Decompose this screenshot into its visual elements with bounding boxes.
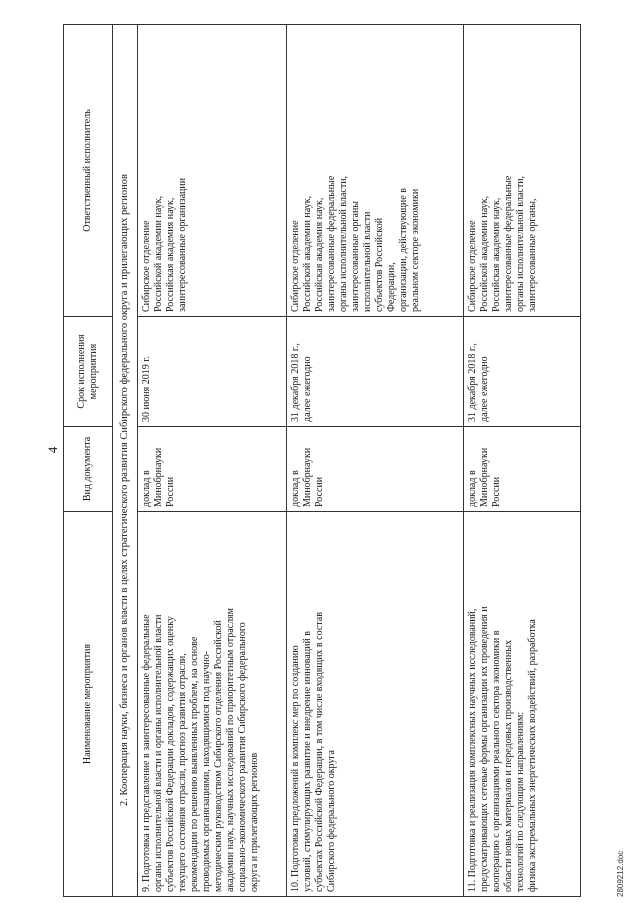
executor-cell: Сибирское отделение Российской академии наук, Российская академия наук, заинтересованные организации xyxy=(138,25,287,317)
table-row xyxy=(287,25,464,897)
document-type-cell: доклад в Минобрнауки России xyxy=(138,427,287,512)
header-responsible-executor: Ответственный исполнитель xyxy=(64,25,113,317)
action-plan-table xyxy=(63,24,581,897)
table-row xyxy=(138,25,287,897)
section-title: 2. Кооперация науки, бизнеса и органов власти в целях стратегического развития Сибирского федерального округа и прилегающих регионов xyxy=(113,25,138,897)
document-code: 2809212.doc xyxy=(616,850,625,897)
executor-cell: Сибирское отделение Российской академии наук, Российская академия наук, заинтересованные федеральные органы исполнительной власти, заинтересованные органы исполнительной власти субъектов Российской Федерации, организации, действующие в реальном секторе экономики xyxy=(287,25,464,317)
deadline-cell: 31 декабря 2018 г., далее ежегодно xyxy=(464,317,581,427)
deadline-cell: 31 декабря 2018 г., далее ежегодно xyxy=(287,317,464,427)
activity-name-cell: 9. Подготовка и представление в заинтересованные федеральные органы исполнительной власти и органы исполнительной власти субъектов Российской Федерации докладов, содержащих оценку текущего состояния отрасли, прогноз развития отрасли, рекомендации по решению выявленных проблем, на основе проводимых организациями, находящимися под научно- методическим руководством Сибирского отделения Российской академии наук, научных исследований по приоритетным отраслям социально-экономического развития Сибирского федерального округа и прилегающих регионов xyxy=(138,512,287,897)
document-type-cell: доклад в Минобрнауки России xyxy=(464,427,581,512)
activity-name-cell: 11. Подготовка и реализация комплексных научных исследований, предусматривающих сетевые формы организации их проведения и кооперацию с организациями реального сектора экономики в области новых материалов и передовых производственных технологий по следующим направлениям: физика экстремальных энергетических воздействий, разработка xyxy=(464,512,581,897)
section-row xyxy=(113,25,138,897)
deadline-cell: 30 июня 2019 г. xyxy=(138,317,287,427)
activity-name-cell: 10. Подготовка предложений в комплекс мер по созданию условий, стимулирующих развитие и внедрение инноваций в субъектах Российской Федерации, в том числе входящих в состав Сибирского федерального округа xyxy=(287,512,464,897)
document-type-cell: доклад в Минобрнауки России xyxy=(287,427,464,512)
header-document-type: Вид документа xyxy=(64,427,113,512)
table-row xyxy=(464,25,581,897)
executor-cell: Сибирское отделение Российской академии наук, Российская академия наук, заинтересованные федеральные органы исполнительной власти, заинтересованные органы, xyxy=(464,25,581,317)
header-deadline: Срок исполнения мероприятия xyxy=(64,317,113,427)
page-number: 4 xyxy=(45,446,60,454)
header-activity-name: Наименование мероприятия xyxy=(64,512,113,897)
table-header-row xyxy=(64,25,113,897)
